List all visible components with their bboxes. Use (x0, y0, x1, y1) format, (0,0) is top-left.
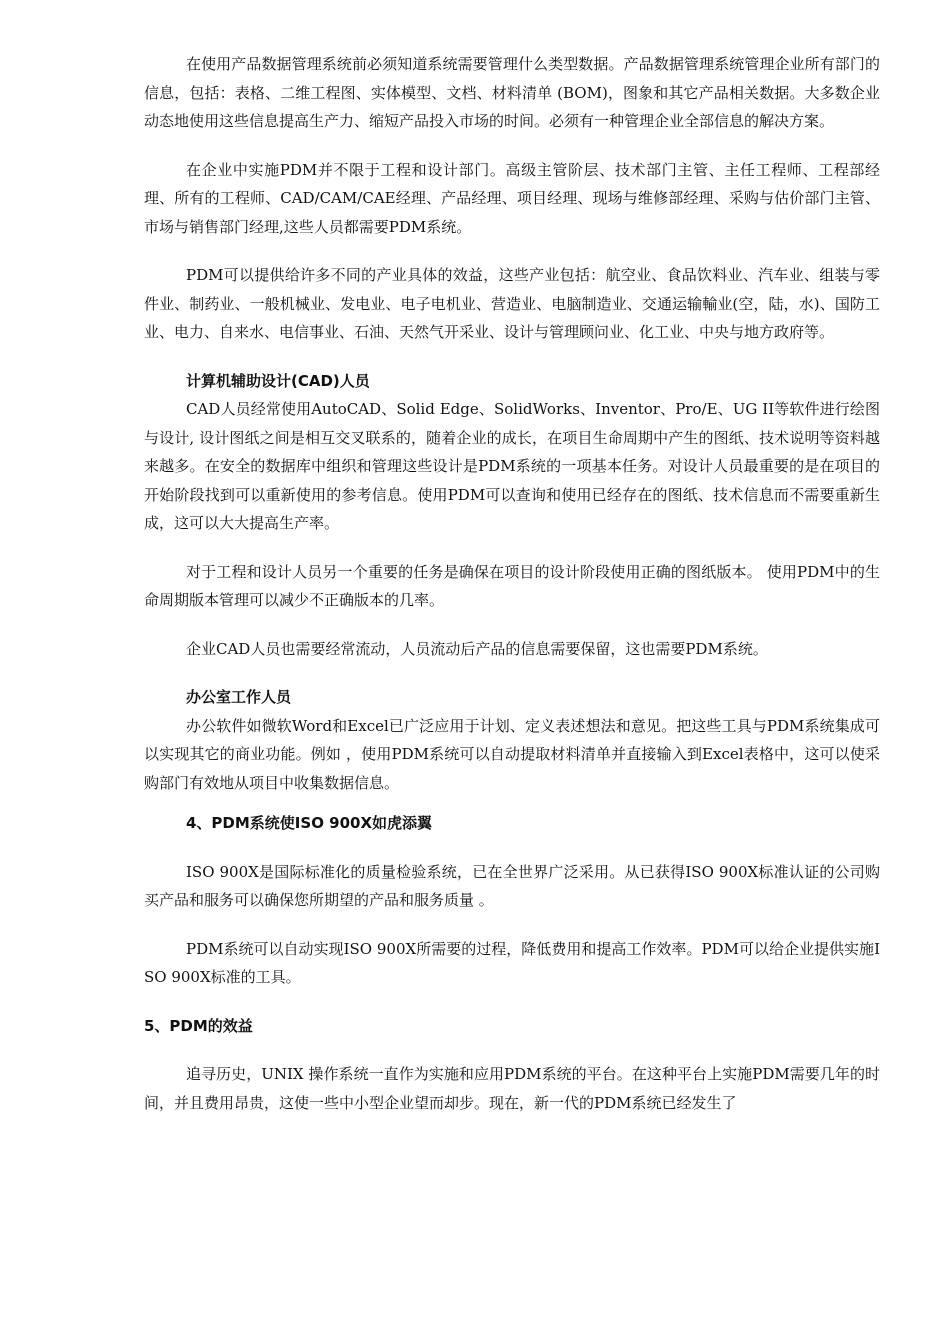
paragraph-pdm-history: 追寻历史，UNIX 操作系统一直作为实施和应用PDM系统的平台。在这种平台上实施PDM需要几年的时间，并且费用昂贵，这使一些中小型企业望而却步。现在，新一代的PDM系统已经发生了 (144, 1065, 880, 1112)
paragraph-pdm-departments: 在企业中实施PDM并不限于工程和设计部门。高级主管阶层、技术部门主管、主任工程师、工程部经理、所有的工程师、CAD/CAM/CAE经理、产品经理、项目经理、现场与维修部经理、采购与估价部门主管、市场与销售部门经理,这些人员都需要PDM系统。 (144, 160, 880, 236)
heading-section-5: 5、PDM的效益 (144, 1016, 253, 1035)
paragraph-version-control: 对于工程和设计人员另一个重要的任务是确保在项目的设计阶段使用正确的图纸版本。 使用PDM中的生命周期版本管理可以减少不正确版本的几率。 (144, 562, 880, 609)
paragraph-iso-intro: ISO 900X是国际标准化的质量检验系统，已在全世界广泛采用。从已获得ISO 900X标准认证的公司购买产品和服务可以确保您所期望的产品和服务质量 。 (144, 862, 880, 909)
document-page (144, 50, 880, 1117)
paragraph-cad-staff: CAD人员经常使用AutoCAD、Solid Edge、SolidWorks、Inventor、Pro/E、UG II等软件进行绘图与设计, 设计图纸之间是相互交叉联系的，随着企业的成长，在项目生命周期中产生的图纸、技术说明等资料越来越多。在安全的数据库中组织和管理这些设计是PDM系统的一项基本任务。对设计人员最重要的是在项目的开始阶段找到可以重新使用的参考信息。使用PDM可以查询和使用已经存在的图纸、技术信息而不需要重新生成，这可以大大提高生产率。 (144, 400, 880, 532)
paragraph-office-staff: 办公软件如微软Word和Excel已广泛应用于计划、定义表述想法和意见。把这些工具与PDM系统集成可以实现其它的商业功能。例如 ，使用PDM系统可以自动提取材料清单并直接输入到Excel表格中，这可以使采购部门有效地从项目中收集数据信息。 (144, 716, 880, 792)
paragraph-data-types: 在使用产品数据管理系统前必须知道系统需要管理什么类型数据。产品数据管理系统管理企业所有部门的信息，包括：表格、二维工程图、实体模型、文档、材料清单 (BOM)，图象和其它产品相关数据。大多数企业动态地使用这些信息提高生产力、缩短产品投入市场的时间。必须有一种管理企业全部信息的解决方案。 (144, 55, 880, 130)
paragraph-pdm-industries: PDM可以提供给许多不同的产业具体的效益，这些产业包括：航空业、食品饮料业、汽车业、组装与零件业、制药业、一般机械业、发电业、电子电机业、营造业、电脑制造业、交通运输輸业(空，陆，水)、国防工业、电力、自来水、电信事业、石油、天然气开采业、设计与管理顾问业、化工业、中央与地方政府等。 (144, 266, 880, 341)
heading-cad-staff: 计算机辅助设计(CAD)人员 (186, 371, 370, 390)
heading-section-4: 4、PDM系统使ISO 900X如虎添翼 (186, 814, 433, 832)
heading-office-staff: 办公室工作人员 (186, 688, 292, 706)
paragraph-iso-pdm: PDM系统可以自动实现ISO 900X所需要的过程，降低费用和提高工作效率。PDM可以给企业提供实施ISO 900X标准的工具。 (144, 939, 880, 986)
paragraph-staff-turnover: 企业CAD人员也需要经常流动，人员流动后产品的信息需要保留，这也需要PDM系统。 (186, 639, 768, 658)
